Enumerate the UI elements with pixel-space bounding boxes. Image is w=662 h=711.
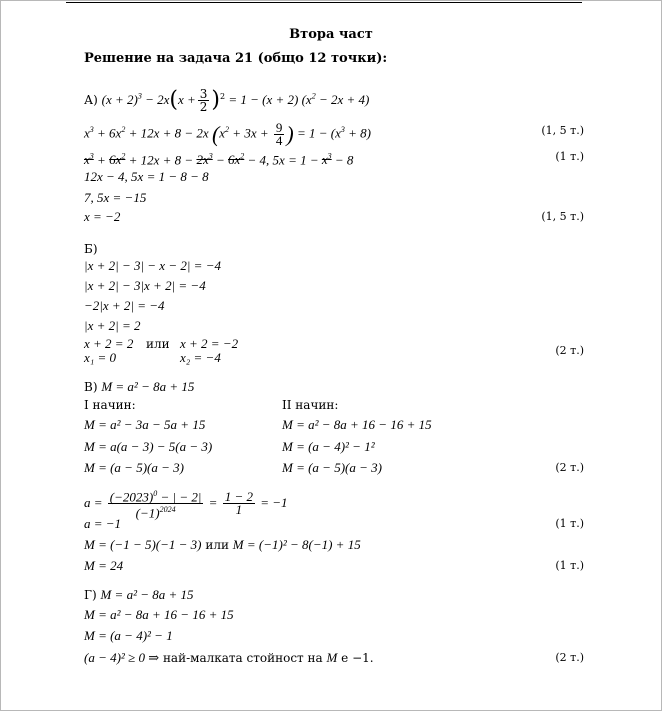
section-d-var: M (326, 650, 338, 665)
method-1-line3: M = (a − 5)(a − 3) (84, 460, 184, 475)
top-rule (66, 2, 582, 3)
points-c-method: (2 т.) (555, 461, 584, 474)
a-value-fraction: a = $\frac{(-2023)^0 - | - 2|}{(-1)^{2024}}$ = $\frac{1 - 2}{1}$ = −1 (84, 489, 288, 521)
section-d-line1: M = a² − 8a + 15 (100, 587, 194, 602)
section-a-line5: 7, 5x = −15 (84, 190, 147, 205)
task-header: Решение на задача 21 (общо 12 точки): (84, 51, 388, 66)
section-b-line5-left: x + 2 = 2 (84, 336, 134, 351)
section-b-line4: |x + 2| = 2 (84, 318, 141, 333)
section-a-line2: $x^3 + 6x^2 + 12x + 8 - 2x$ ($x^2 + 3x$ + $\frac{9}{4}$ ) = $1 - (x^3 + 8)$ (84, 120, 371, 148)
c-result: M = 24 (84, 558, 124, 573)
section-d-inequality: (a − 4)² ≥ 0 ⇒ (84, 650, 160, 665)
method-1-title: I начин: (84, 398, 136, 412)
substitution-b: M = (−1)² − 8(−1) + 15 (232, 537, 361, 552)
section-a-line6: x = −2 (84, 209, 121, 224)
method-1-line2: M = a(a − 3) − 5(a − 3) (84, 439, 213, 454)
section-a-line1: А) $(x + 2)^3 - 2x(x$ + $\frac{3}{2}$ )$^2$ = 1 − (x + 2) $(x^2 - 2x + 4)$ (84, 87, 370, 114)
section-b-line2: |x + 2| − 3|x + 2| = −4 (84, 278, 206, 293)
points-d: (2 т.) (555, 651, 584, 664)
points-b: (2 т.) (555, 344, 584, 357)
page-title: Втора част (289, 27, 373, 42)
section-b-line3: −2|x + 2| = −4 (84, 298, 165, 313)
section-c-head (84, 380, 194, 394)
section-d-line4 (84, 651, 374, 665)
section-b-or: или (146, 337, 170, 351)
section-c-expr: M = a² − 8a + 15 (101, 379, 195, 394)
section-d-label: Г) (84, 588, 97, 602)
substitution-line (84, 538, 361, 552)
points-a-line3: (1 т.) (555, 150, 584, 163)
points-c-a: (1 т.) (555, 517, 584, 530)
points-a-line6: (1, 5 т.) (541, 210, 584, 223)
section-d-head (84, 588, 194, 602)
section-d-text: най-малката стойност на (162, 651, 323, 665)
section-c-label: В) (84, 380, 98, 394)
points-a-line2: (1, 5 т.) (541, 124, 584, 137)
points-c-result: (1 т.) (555, 559, 584, 572)
section-b-line6-right: x₂ = −4 (180, 350, 221, 365)
a-value: a = −1 (84, 516, 122, 531)
section-d-end: е −1. (341, 651, 374, 665)
method-2-line3: M = (a − 5)(a − 3) (282, 460, 382, 475)
method-2-title: II начин: (282, 398, 339, 412)
section-d-line3: M = (a − 4)² − 1 (84, 628, 173, 643)
section-b-line6-left: x₁ = 0 (84, 350, 117, 365)
section-d-line2: M = a² − 8a + 16 − 16 + 15 (84, 607, 234, 622)
section-a-line3: $x^3 + 6x^2 + 12x + 8 - 2x^3 - 6x^2 - 4$, $5x = 1 - x^3 - 8$ (84, 152, 354, 168)
method-1-line1: M = a² − 3a − 5a + 15 (84, 417, 206, 432)
substitution-a: M = (−1 − 5)(−1 − 3) (84, 537, 202, 552)
section-b-line5-right: x + 2 = −2 (180, 336, 239, 351)
substitution-or: или (205, 538, 229, 552)
section-a-label: А) (84, 93, 98, 107)
section-b-label: Б) (84, 242, 98, 256)
method-2-line2: M = (a − 4)² − 1² (282, 439, 375, 454)
method-2-line1: M = a² − 8a + 16 − 16 + 15 (282, 417, 432, 432)
section-b-line1: |x + 2| − 3| − x − 2| = −4 (84, 258, 221, 273)
section-a-line4: 12x − 4, 5x = 1 − 8 − 8 (84, 169, 209, 184)
